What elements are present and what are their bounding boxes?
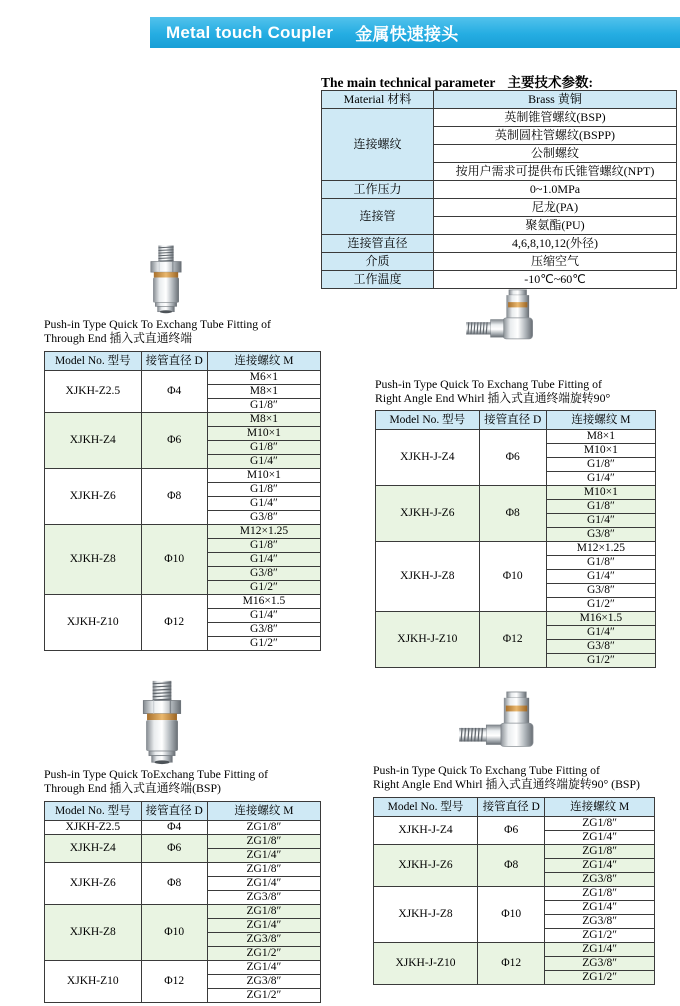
table-row [45,835,321,849]
table-title-line: Right Angle End Whirl 插入式直通终端旋转90° [375,391,611,406]
tech-param-label: 工作压力 [322,181,434,199]
thread-cell: M12×1.25 [207,525,320,539]
column-header: Model No. 型号 [374,798,478,817]
diameter-cell: Φ8 [141,469,207,525]
through-end-table [44,351,321,651]
tech-param-label: 连接管 [322,199,434,235]
diameter-cell: Φ8 [141,863,207,905]
tech-param-value: 4,6,8,10,12(外径) [434,235,677,253]
tech-param-value: 聚氨酯(PU) [434,217,677,235]
table-title-line: Push-in Type Quick To Exchang Tube Fitting of [373,763,600,777]
technical-parameters-table [321,90,677,289]
tech-param-value: Brass 黄铜 [434,91,677,109]
column-header: Model No. 型号 [376,411,480,430]
page-header-banner [150,17,680,48]
thread-cell: G3/8″ [207,567,320,581]
thread-cell: M12×1.25 [546,542,655,556]
thread-cell: M10×1 [546,444,655,458]
table-row [376,486,656,500]
tech-row [322,109,677,127]
thread-cell: M8×1 [207,413,320,427]
model-cell: XJKH-Z10 [45,595,142,651]
table-row [45,469,321,483]
thread-cell: ZG1/8″ [207,905,320,919]
thread-cell: ZG1/8″ [207,821,320,835]
through-end-table-title [44,317,334,346]
table-row [376,430,656,444]
thread-cell: M10×1 [207,469,320,483]
tech-row [322,181,677,199]
column-header: 连接螺纹 M [207,352,320,371]
straight-fitting-bsp-photo [121,679,203,765]
thread-cell: ZG1/4″ [545,943,655,957]
model-cell: XJKH-Z2.5 [45,821,142,835]
diameter-cell: Φ6 [477,817,544,845]
thread-cell: G1/8″ [546,458,655,472]
thread-cell: G1/4″ [546,626,655,640]
thread-cell: ZG1/8″ [207,863,320,877]
model-cell: XJKH-J-Z4 [374,817,478,845]
table-row [45,413,321,427]
tech-row [322,91,677,109]
table-title-line: Through End 插入式直通终端(BSP) [44,781,221,796]
table-row [45,961,321,975]
tech-param-value: 尼龙(PA) [434,199,677,217]
elbow-fitting-photo [456,289,548,352]
tech-param-value: 英制圆柱管螺纹(BSPP) [434,127,677,145]
thread-cell: ZG3/8″ [207,933,320,947]
thread-cell: G1/8″ [207,441,320,455]
tech-heading-zh: 主要技术参数: [507,75,593,90]
thread-cell: ZG3/8″ [207,891,320,905]
tech-param-label: Material 材料 [322,91,434,109]
tech-row [322,253,677,271]
tech-row [322,199,677,217]
tech-param-value: -10℃~60℃ [434,271,677,289]
thread-cell: G3/8″ [546,584,655,598]
column-header: 接管直径 D [141,352,207,371]
header-row [45,802,321,821]
tech-parameters-heading [321,71,593,91]
tech-param-label: 介质 [322,253,434,271]
model-cell: XJKH-J-Z6 [376,486,480,542]
thread-cell: ZG1/4″ [545,859,655,873]
thread-cell: G1/8″ [207,539,320,553]
model-cell: XJKH-Z10 [45,961,142,1003]
model-cell: XJKH-Z8 [45,525,142,595]
table-title-line: Right Angle End Whirl 插入式直通终端旋转90° (BSP) [373,777,640,792]
table-title-line: Push-in Type Quick To Exchang Tube Fitting of [44,317,271,331]
thread-cell: ZG1/4″ [545,901,655,915]
tech-param-value: 英制锥管螺纹(BSP) [434,109,677,127]
tech-param-value: 压缩空气 [434,253,677,271]
thread-cell: G1/4″ [546,472,655,486]
thread-cell: ZG3/8″ [545,957,655,971]
thread-cell: G1/8″ [546,500,655,514]
table-row [45,863,321,877]
diameter-cell: Φ4 [141,371,207,413]
column-header: 接管直径 D [141,802,207,821]
model-cell: XJKH-Z6 [45,863,142,905]
tech-param-value: 0~1.0MPa [434,181,677,199]
column-header: 连接螺纹 M [545,798,655,817]
table-title-line: Through End 插入式直通终端 [44,331,193,346]
table-row [45,821,321,835]
thread-cell: ZG1/2″ [545,929,655,943]
model-cell: XJKH-Z4 [45,413,142,469]
diameter-cell: Φ12 [141,595,207,651]
tech-row [322,271,677,289]
model-cell: XJKH-J-Z8 [376,542,480,612]
diameter-cell: Φ6 [479,430,546,486]
thread-cell: G1/2″ [546,598,655,612]
column-header: Model No. 型号 [45,802,142,821]
tech-param-label: 工作温度 [322,271,434,289]
thread-cell: M10×1 [207,427,320,441]
diameter-cell: Φ12 [477,943,544,985]
thread-cell: ZG3/8″ [207,975,320,989]
thread-cell: M16×1.5 [207,595,320,609]
table-row [45,905,321,919]
column-header: 接管直径 D [479,411,546,430]
tech-param-label: 连接管直径 [322,235,434,253]
thread-cell: ZG3/8″ [545,873,655,887]
model-cell: XJKH-J-Z10 [376,612,480,668]
table-row [374,943,655,957]
model-cell: XJKH-Z6 [45,469,142,525]
thread-cell: G3/8″ [546,640,655,654]
diameter-cell: Φ10 [477,887,544,943]
diameter-cell: Φ10 [141,905,207,961]
model-cell: XJKH-Z4 [45,835,142,863]
thread-cell: G3/8″ [207,511,320,525]
model-cell: XJKH-J-Z10 [374,943,478,985]
table-row [376,612,656,626]
table-row [45,371,321,385]
header-row [45,352,321,371]
tech-row [322,235,677,253]
thread-cell: M8×1 [207,385,320,399]
thread-cell: ZG3/8″ [545,915,655,929]
diameter-cell: Φ8 [477,845,544,887]
thread-cell: G1/2″ [546,654,655,668]
thread-cell: ZG1/4″ [545,831,655,845]
thread-cell: G1/8″ [546,556,655,570]
thread-cell: G1/4″ [546,514,655,528]
thread-cell: G1/2″ [207,581,320,595]
thread-cell: G1/4″ [546,570,655,584]
thread-cell: ZG1/2″ [207,989,320,1003]
column-header: 连接螺纹 M [546,411,655,430]
thread-cell: ZG1/4″ [207,919,320,933]
table-row [374,817,655,831]
table-title-line: Push-in Type Quick To Exchang Tube Fitting of [375,377,602,391]
model-cell: XJKH-J-Z6 [374,845,478,887]
thread-cell: G1/2″ [207,637,320,651]
straight-fitting-photo [133,244,199,314]
diameter-cell: Φ10 [479,542,546,612]
diameter-cell: Φ8 [479,486,546,542]
column-header: 连接螺纹 M [207,802,320,821]
thread-cell: M16×1.5 [546,612,655,626]
thread-cell: G1/4″ [207,553,320,567]
column-header: 接管直径 D [477,798,544,817]
header-row [374,798,655,817]
thread-cell: ZG1/2″ [545,971,655,985]
model-cell: XJKH-J-Z4 [376,430,480,486]
table-row [45,525,321,539]
page-title-zh: 金属快速接头 [355,25,459,44]
thread-cell: M8×1 [546,430,655,444]
tech-table-body [322,91,677,289]
right-angle-bsp-table [373,797,655,985]
thread-cell: G1/8″ [207,483,320,497]
table-row [45,595,321,609]
table-title-line: Push-in Type Quick ToExchang Tube Fitting of [44,767,269,781]
page-title-en: Metal touch Coupler [166,22,334,42]
through-end-bsp-table [44,801,321,1003]
through-end-bsp-table-title [44,767,334,796]
thread-cell: G1/4″ [207,609,320,623]
right-angle-bsp-table-title [373,763,673,792]
thread-cell: G1/4″ [207,455,320,469]
thread-cell: G3/8″ [207,623,320,637]
header-row [376,411,656,430]
tech-param-value: 公制螺纹 [434,145,677,163]
right-angle-table-title [375,377,665,406]
right-angle-table [375,410,656,668]
diameter-cell: Φ12 [141,961,207,1003]
tech-param-label: 连接螺纹 [322,109,434,181]
thread-cell: G3/8″ [546,528,655,542]
model-cell: XJKH-J-Z8 [374,887,478,943]
table-row [376,542,656,556]
column-header: Model No. 型号 [45,352,142,371]
thread-cell: G1/4″ [207,497,320,511]
thread-cell: ZG1/8″ [545,887,655,901]
model-cell: XJKH-Z8 [45,905,142,961]
diameter-cell: Φ12 [479,612,546,668]
elbow-fitting-bsp-photo [450,691,548,761]
diameter-cell: Φ10 [141,525,207,595]
thread-cell: ZG1/4″ [207,961,320,975]
thread-cell: ZG1/8″ [207,835,320,849]
thread-cell: ZG1/8″ [545,845,655,859]
tech-heading-en: The main technical parameter [321,75,496,90]
thread-cell: ZG1/4″ [207,877,320,891]
model-cell: XJKH-Z2.5 [45,371,142,413]
thread-cell: ZG1/8″ [545,817,655,831]
thread-cell: G1/8″ [207,399,320,413]
thread-cell: M6×1 [207,371,320,385]
thread-cell: M10×1 [546,486,655,500]
thread-cell: ZG1/4″ [207,849,320,863]
diameter-cell: Φ6 [141,835,207,863]
diameter-cell: Φ4 [141,821,207,835]
table-row [374,845,655,859]
tech-param-value: 按用户需求可提供布氏锥管螺纹(NPT) [434,163,677,181]
thread-cell: ZG1/2″ [207,947,320,961]
table-row [374,887,655,901]
diameter-cell: Φ6 [141,413,207,469]
